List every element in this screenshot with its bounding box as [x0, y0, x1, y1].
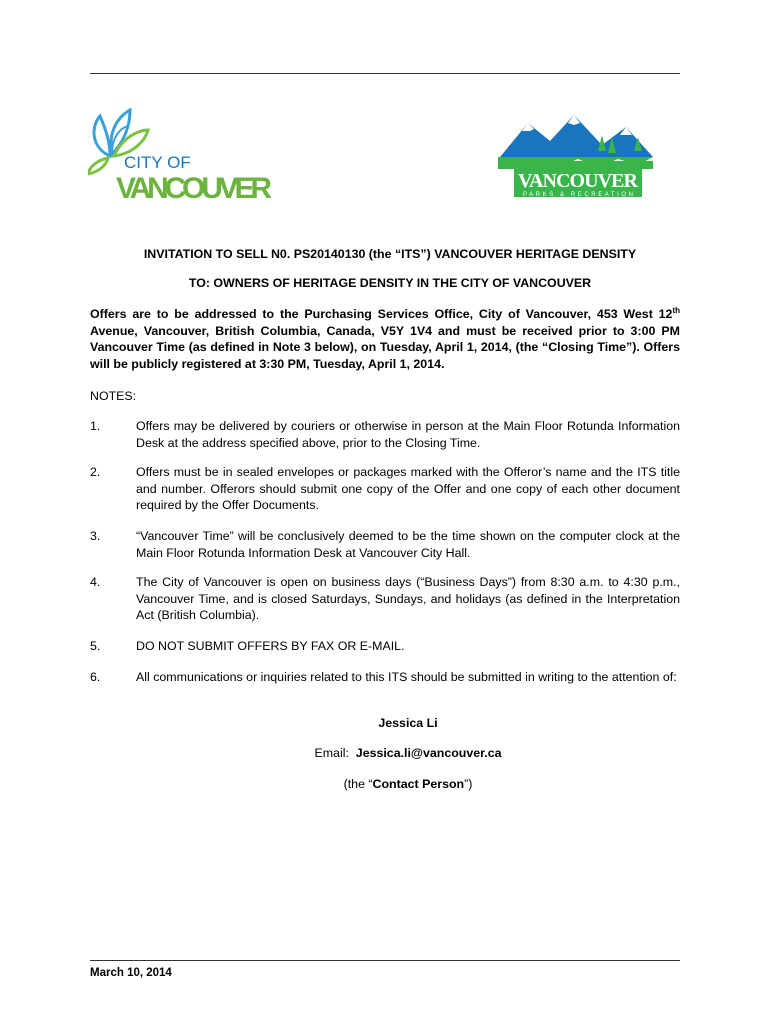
- note-text: Offers must be in sealed envelopes or packages marked with the Offeror’s name and the ITS title and number. Offerors should submit one copy of the Offer and one copy of each other document required by the Offer Documents.: [136, 465, 680, 512]
- note-text: “Vancouver Time” will be conclusively deemed to be the time shown on the computer clock at the Main Floor Rotunda Information Desk at Vancouver City Hall.: [136, 529, 680, 560]
- vancouver-text: VANCOUVER: [116, 172, 272, 204]
- email-label: Email:: [314, 746, 349, 760]
- intro-ordinal: th: [672, 305, 680, 315]
- note-text: DO NOT SUBMIT OFFERS BY FAX OR E-MAIL.: [136, 639, 405, 653]
- note-text: All communications or inquiries related to this ITS should be submitted in writing to the attention of:: [136, 670, 677, 684]
- note-number: 5.: [90, 639, 101, 653]
- vancouver-parks-logo: [498, 105, 653, 202]
- note-text: Offers may be delivered by couriers or otherwise in person at the Main Floor Rotunda Information Desk at the address specified above, prior to the Closing Time.: [136, 419, 680, 450]
- intro-text-part2: Avenue, Vancouver, British Columbia, Canada, V5Y 1V4 and must be received prior to 3:00 PM Vancouver Time (as defined in Note 3 below), on Tuesday, April 1, 2014, (the “Closing Time”). Offers will be publicly registered at 3:30 PM, Tuesday, April 1, 2014.: [90, 323, 680, 371]
- contact-name: [136, 716, 680, 730]
- contact-email: Jessica.li@vancouver.ca: [355, 746, 502, 760]
- notes-heading: NOTES:: [90, 389, 137, 403]
- intro-paragraph: [90, 306, 680, 372]
- intro-text-part1: Offers are to be addressed to the Purchasing Services Office, City of Vancouver, 453 West 12: [90, 307, 673, 321]
- parks-name-text: VANCOUVER: [518, 170, 638, 192]
- note-number: 1.: [90, 419, 101, 433]
- note-number: 6.: [90, 670, 101, 684]
- note-text: The City of Vancouver is open on business days (“Business Days”) from 8:30 a.m. to 4:30 p.m., Vancouver Time, and is closed Saturdays, Sundays, and holidays (as defined in the Interpretation Act (British Columbia).: [136, 575, 680, 622]
- city-of-vancouver-logo: [88, 108, 278, 204]
- contact-email-line: [136, 746, 680, 760]
- note-number: 2.: [90, 465, 101, 479]
- role-prefix: (the “: [343, 777, 373, 791]
- parks-subtitle-text: PARKS & RECREATION: [523, 192, 633, 198]
- top-rule: [90, 73, 680, 74]
- contact-name-text: Jessica Li: [378, 716, 438, 730]
- footer-rule: [90, 960, 680, 961]
- role-suffix: ”): [464, 777, 473, 791]
- footer-date: March 10, 2014: [90, 967, 172, 979]
- note-number: 3.: [90, 529, 101, 543]
- document-title: INVITATION TO SELL N0. PS20140130 (the “ITS”) VANCOUVER HERITAGE DENSITY: [143, 247, 637, 261]
- contact-role: Contact Person: [372, 777, 465, 791]
- contact-role-line: [136, 777, 680, 791]
- recipients-line: TO: OWNERS OF HERITAGE DENSITY IN THE CITY OF VANCOUVER: [188, 276, 592, 290]
- note-number: 4.: [90, 575, 101, 589]
- city-of-text: CITY OF: [124, 153, 191, 172]
